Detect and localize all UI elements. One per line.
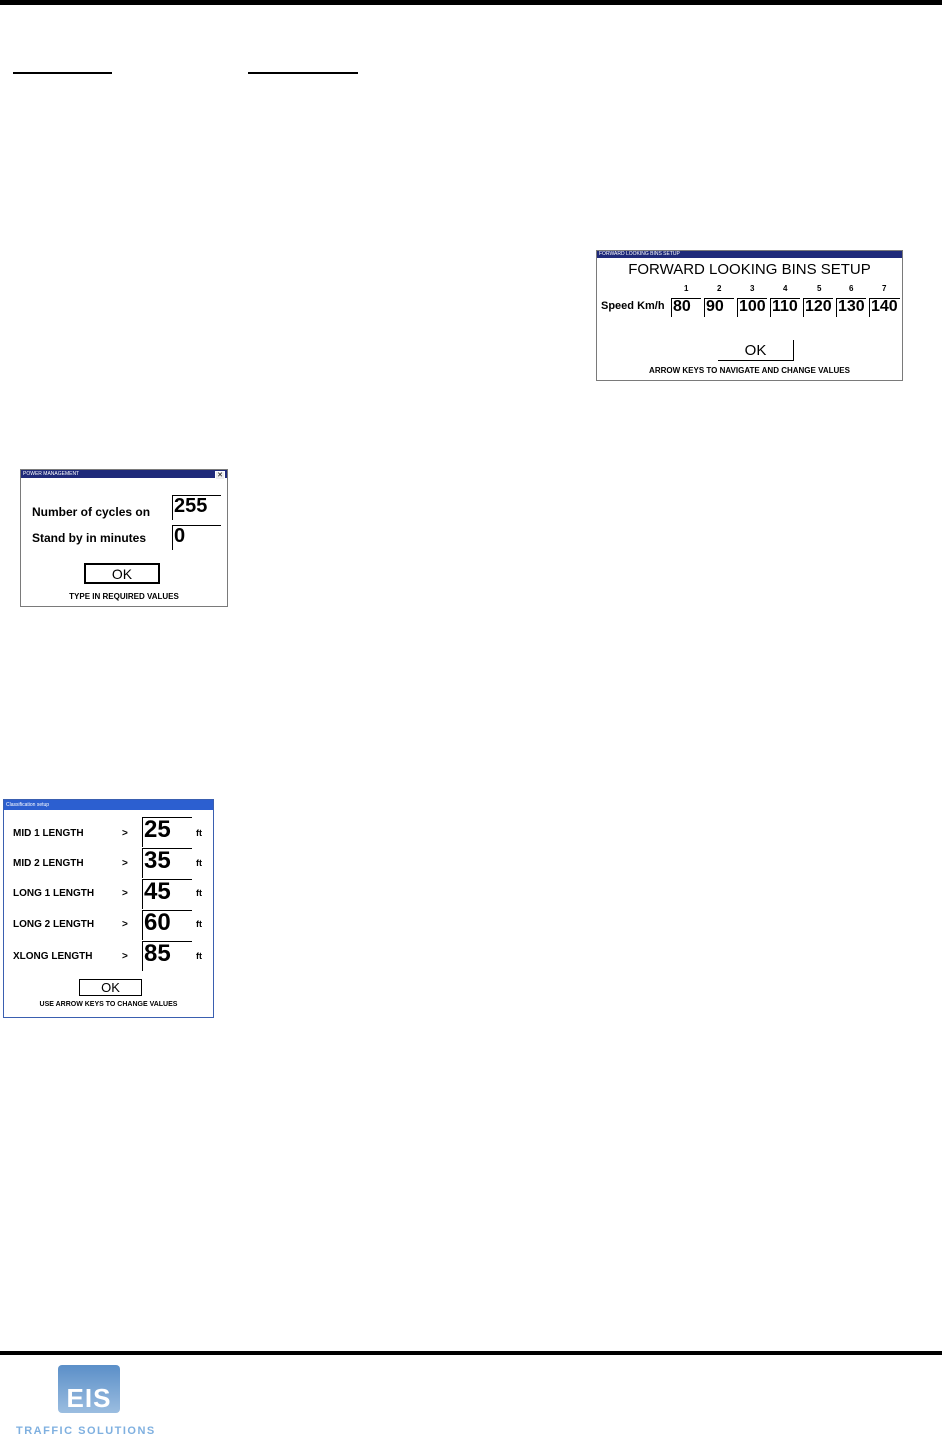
bin-2-field[interactable]: 90	[704, 298, 734, 317]
forward-bins-dialog	[596, 250, 903, 381]
dialog-titlebar: Classification setup	[4, 800, 213, 810]
bin-number: 4	[783, 284, 788, 293]
greater-than-sign: >	[122, 858, 128, 869]
bin-number: 2	[717, 284, 722, 293]
ok-button[interactable]: OK	[718, 340, 794, 361]
bin-number: 3	[750, 284, 755, 293]
instruction-text: ARROW KEYS TO NAVIGATE AND CHANGE VALUES	[649, 366, 850, 375]
bottom-rule	[0, 1351, 942, 1355]
company-logo	[16, 1365, 166, 1437]
ok-button[interactable]: OK	[84, 563, 160, 584]
cycles-label: Number of cycles on	[32, 505, 151, 519]
dialog-titlebar: FORWARD LOOKING BINS SETUP	[597, 251, 902, 258]
classification-setup-dialog	[3, 799, 214, 1018]
speed-label: Speed Km/h	[601, 300, 665, 312]
greater-than-sign: >	[122, 828, 128, 839]
heading-underline-right	[248, 72, 358, 74]
bin-1-field[interactable]: 80	[671, 298, 701, 317]
dialog-title: POWER MANAGEMENT	[23, 471, 80, 477]
mid1-length-field[interactable]: 25	[142, 817, 192, 847]
bin-number: 7	[882, 284, 887, 293]
bin-number: 1	[684, 284, 689, 293]
row-label: XLONG LENGTH	[13, 951, 93, 962]
bin-4-field[interactable]: 110	[770, 298, 800, 317]
greater-than-sign: >	[122, 951, 128, 962]
row-label: LONG 2 LENGTH	[13, 919, 95, 930]
bin-number: 6	[849, 284, 854, 293]
unit-label: ft	[196, 919, 202, 929]
instruction-text: TYPE IN REQUIRED VALUES	[69, 592, 179, 601]
logo-mark-text: EIS	[66, 1383, 112, 1413]
bin-7-field[interactable]: 140	[869, 298, 900, 317]
unit-label: ft	[196, 828, 202, 838]
logo-tagline: TRAFFIC SOLUTIONS	[16, 1425, 156, 1437]
dialog-titlebar	[21, 470, 227, 478]
row-label: MID 2 LENGTH	[13, 858, 84, 869]
bin-3-field[interactable]: 100	[739, 298, 766, 315]
row-label: MID 1 LENGTH	[13, 828, 84, 839]
standby-field[interactable]: 0	[172, 525, 221, 550]
long1-length-field[interactable]: 45	[142, 879, 192, 909]
top-rule	[0, 0, 942, 5]
dialog-heading: FORWARD LOOKING BINS SETUP	[628, 261, 871, 278]
mid2-length-field[interactable]: 35	[142, 848, 192, 878]
heading-underline-left	[13, 72, 112, 74]
long2-length-field[interactable]: 60	[142, 910, 192, 940]
unit-label: ft	[196, 858, 202, 868]
greater-than-sign: >	[122, 919, 128, 930]
row-label: LONG 1 LENGTH	[13, 888, 95, 899]
xlong-length-field[interactable]: 85	[142, 941, 192, 971]
instruction-text: USE ARROW KEYS TO CHANGE VALUES	[39, 1001, 178, 1008]
logo-mark	[58, 1365, 120, 1413]
bin-5-field[interactable]: 120	[805, 298, 832, 315]
cycles-field[interactable]: 255	[172, 495, 221, 520]
bin-6-field[interactable]: 130	[838, 298, 865, 315]
power-management-dialog	[20, 469, 228, 607]
standby-label: Stand by in minutes	[32, 531, 147, 545]
unit-label: ft	[196, 951, 202, 961]
greater-than-sign: >	[122, 888, 128, 899]
unit-label: ft	[196, 888, 202, 898]
bin-number: 5	[817, 284, 822, 293]
ok-button[interactable]: OK	[79, 979, 142, 996]
close-icon[interactable]: ✕	[215, 471, 225, 480]
